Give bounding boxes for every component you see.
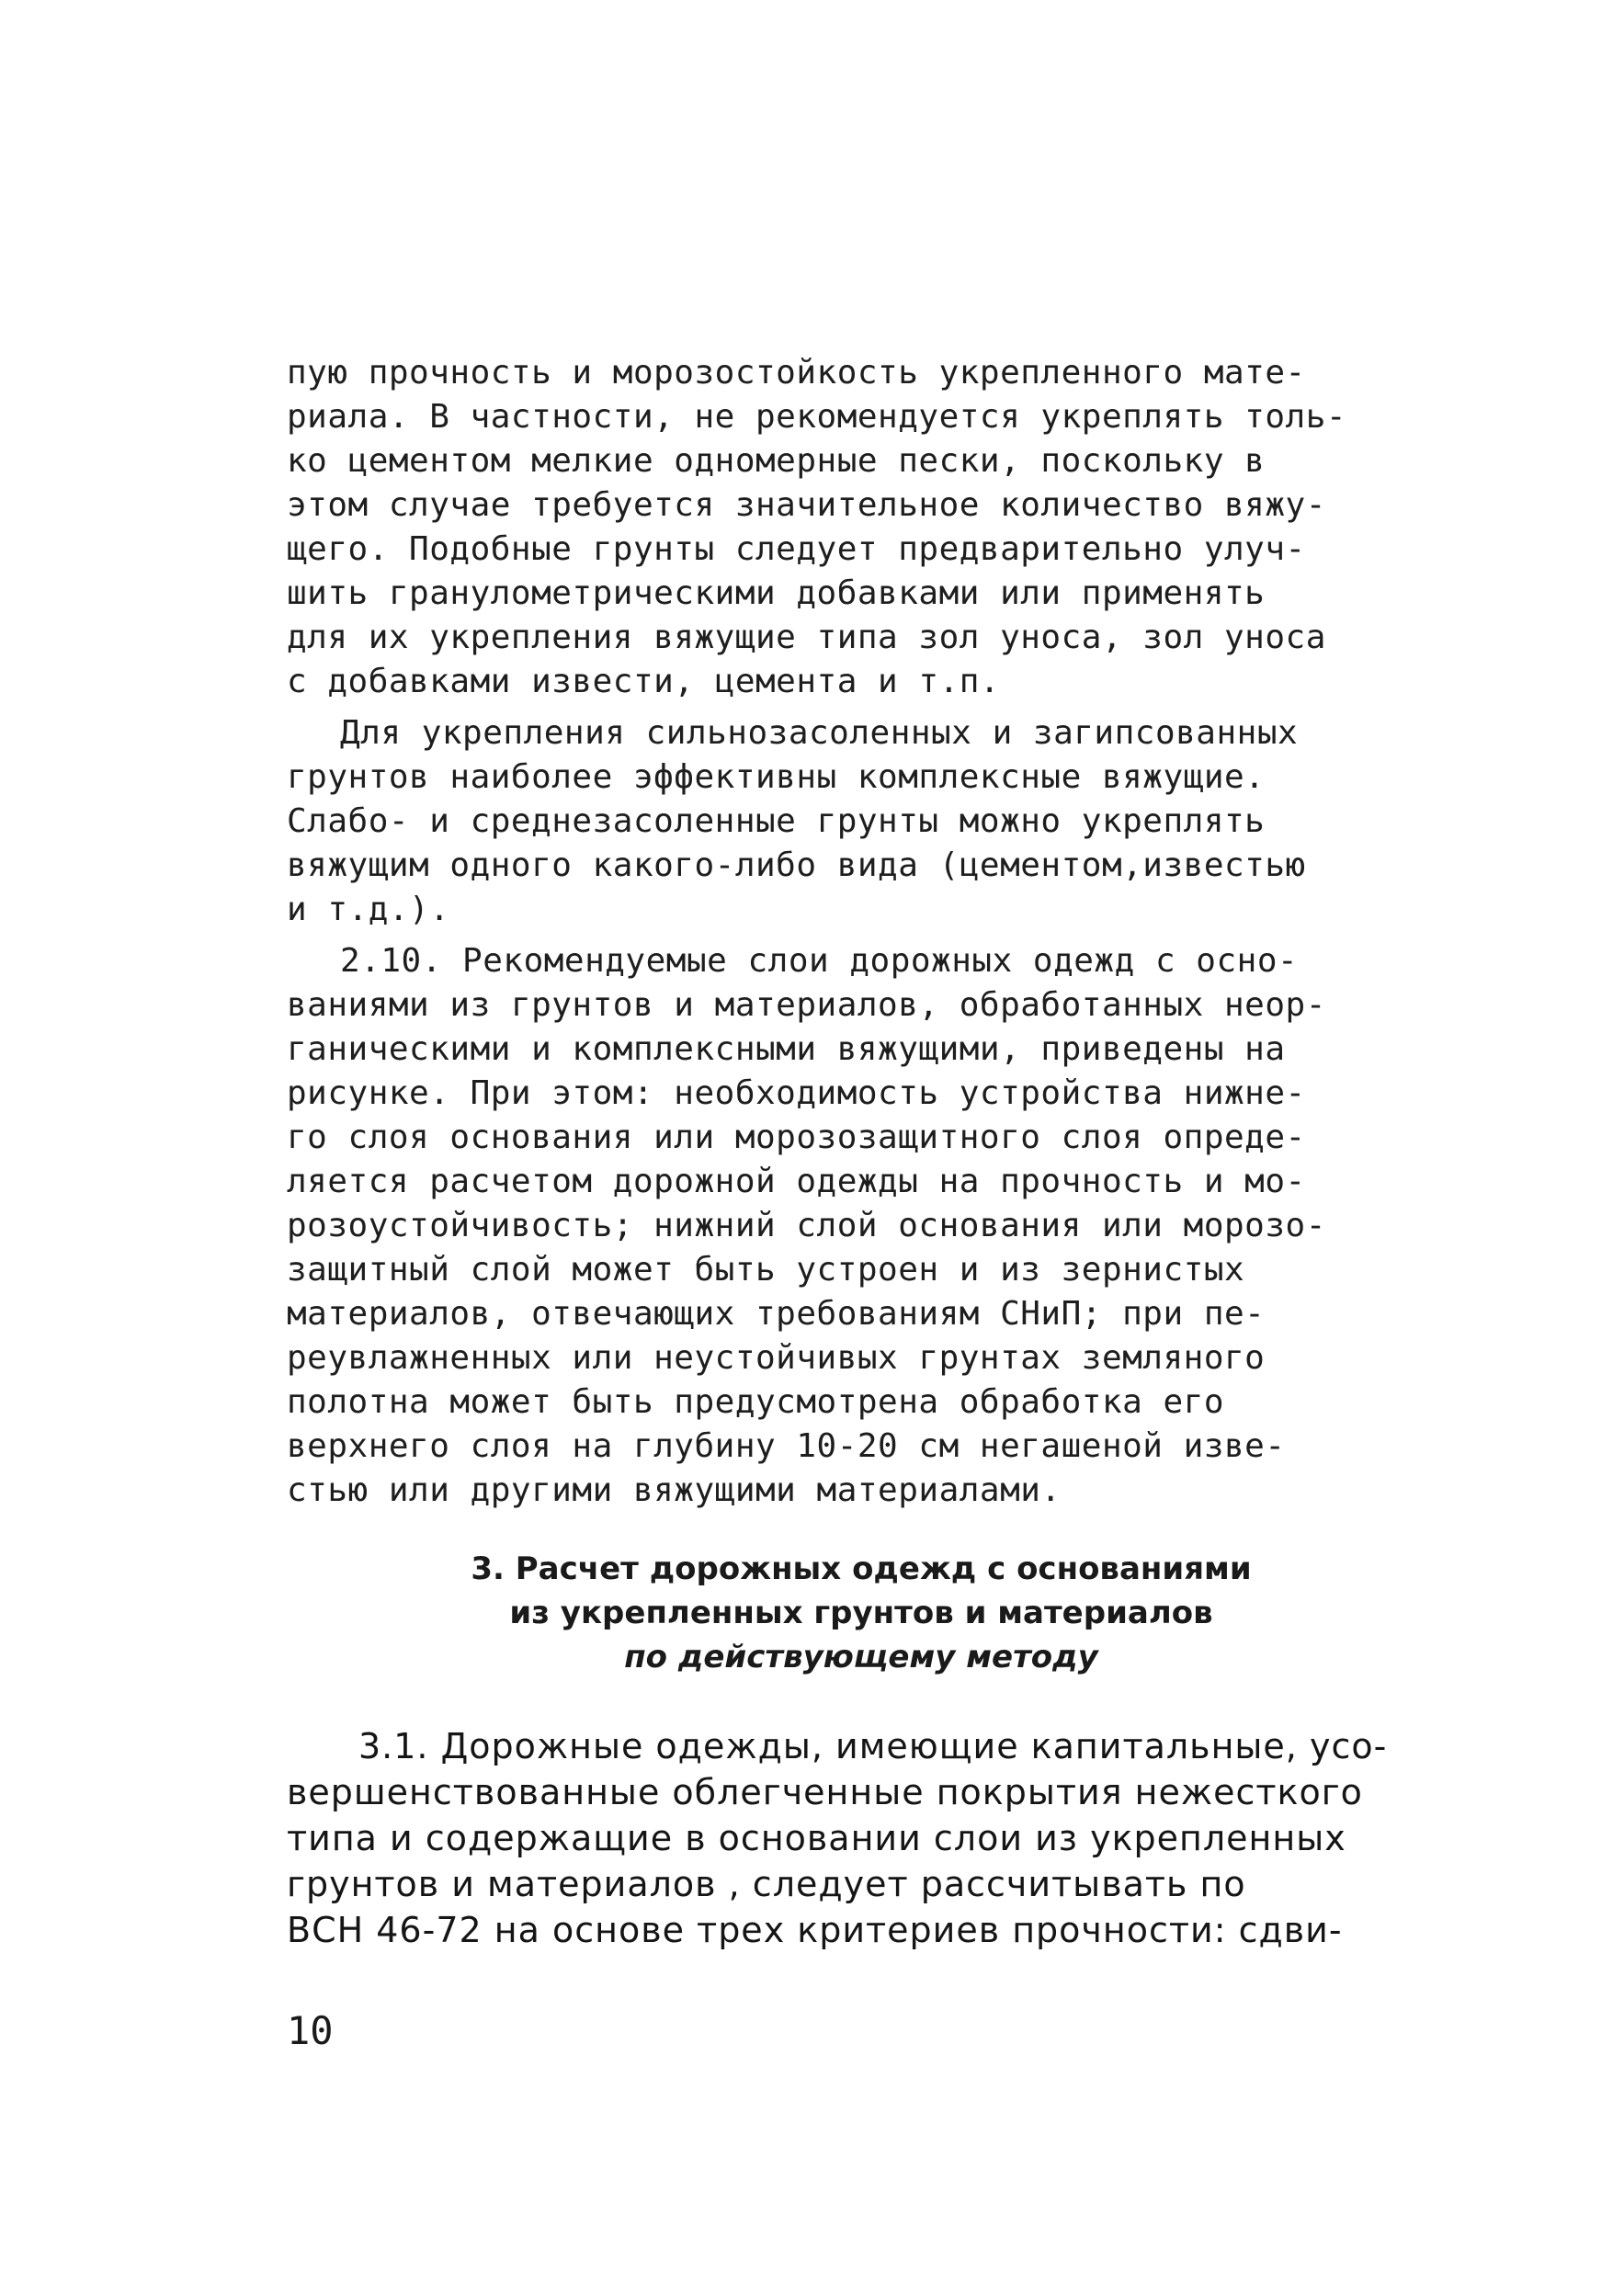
text-line: грунтов наиболее эффективны комплексные вяжущие. (287, 758, 1266, 796)
text-line: шить гранулометрическими добавками или применять (287, 574, 1266, 612)
text-line: и т.д.). (287, 891, 450, 928)
text-line: пую прочность и морозостойкость укрепленного мате- (287, 354, 1306, 392)
section-heading-line: из укрепленных грунтов и материалов (509, 1595, 1213, 1631)
text-line: ко цементом мелкие одномерные пески, поскольку в (287, 442, 1266, 480)
text-line: с добавками извести, цемента и т.п. (287, 663, 1001, 700)
text-line: 2.10. Рекомендуемые слои дорожных одежд с осно- (340, 942, 1299, 980)
text-line: розоустойчивость; нижний слой основания или морозо- (287, 1207, 1326, 1244)
text-line: ваниями из грунтов и материалов, обработанных неор- (287, 986, 1326, 1024)
text-line: ВСН 46-72 на основе трех критериев прочности: сдви- (287, 1910, 1343, 1950)
text-line: стью или другими вяжущими материалами. (287, 1471, 1062, 1509)
text-line: риала. В частности, не рекомендуется укреплять толь- (287, 398, 1347, 436)
text-line: полотна может быть предусмотрена обработка его (287, 1383, 1224, 1421)
text-line: реувлажненных или неустойчивых грунтах земляного (287, 1339, 1266, 1377)
text-line: защитный слой может быть устроен и из зернистых (287, 1251, 1245, 1289)
section-heading-line: 3. Расчет дорожных одежд с основаниями (471, 1550, 1252, 1587)
section-heading-line: по действующему методу (624, 1639, 1098, 1675)
text-line: вяжущим одного какого-либо вида (цементом,известью (287, 846, 1306, 884)
text-line: 3.1. Дорожные одежды, имеющие капитальные, усо- (358, 1726, 1388, 1766)
text-line: Слабо- и среднезасоленные грунты можно укреплять (287, 802, 1266, 840)
text-line: рисунке. При этом: необходимость устройства нижне- (287, 1074, 1306, 1112)
text-line: для их укрепления вяжущие типа зол уноса, зол уноса (287, 619, 1326, 656)
text-line: верхнего слоя на глубину 10-20 см негашеной изве- (287, 1427, 1286, 1465)
text-line: грунтов и материалов , следует рассчитывать по (287, 1864, 1246, 1904)
text-line: ганическими и комплексными вяжущими, приведены на (287, 1030, 1286, 1068)
text-line: го слоя основания или морозозащитного слоя опреде- (287, 1119, 1306, 1156)
text-line: ляется расчетом дорожной одежды на прочность и мо- (287, 1163, 1306, 1200)
text-line: этом случае требуется значительное количество вяжу- (287, 486, 1326, 524)
page-number: 10 (287, 2008, 334, 2053)
text-line: типа и содержащие в основании слои из укрепленных (287, 1818, 1346, 1858)
text-line: щего. Подобные грунты следует предварительно улуч- (287, 530, 1306, 568)
text-line: материалов, отвечающих требованиям СНиП; при пе- (287, 1295, 1266, 1333)
text-line: вершенствованные облегченные покрытия нежесткого (287, 1772, 1363, 1812)
text-line: Для укрепления сильнозасоленных и загипсованных (340, 714, 1299, 752)
